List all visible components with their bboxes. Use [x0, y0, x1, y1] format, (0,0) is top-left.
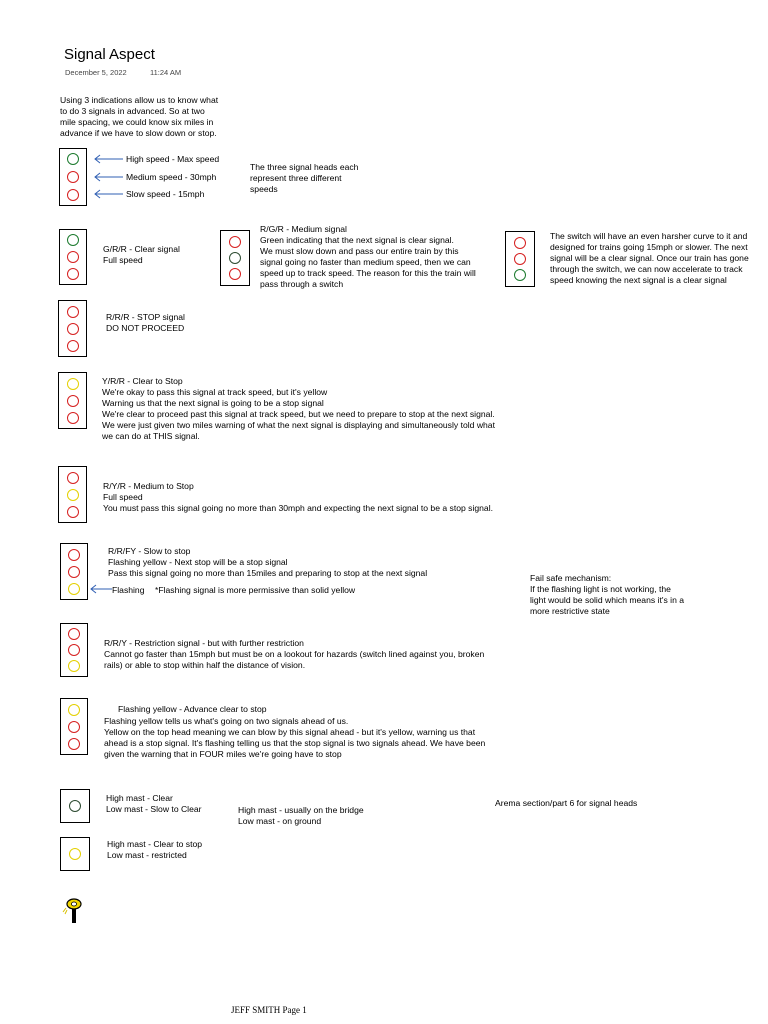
flashing-note: *Flashing signal is more permissive than solid yellow: [155, 585, 356, 595]
head-label-high: High speed - Max speed: [126, 154, 220, 164]
signal-yrr: [58, 372, 87, 429]
mast-note-text: High mast - usually on the bridge Low mast - on ground: [238, 805, 364, 826]
aspect-fy-label: Flashing yellow - Advance clear to stop: [118, 704, 267, 714]
arrow-icons: [92, 152, 124, 200]
aspect-grr-text: G/R/R - Clear signal Full speed: [103, 244, 180, 265]
signal-fy: [60, 698, 88, 755]
head-label-slow: Slow speed - 15mph: [126, 189, 205, 199]
flashing-label: Flashing: [112, 585, 145, 595]
mast-clear-text: High mast - Clear Low mast - Slow to Clear: [106, 793, 202, 814]
failsafe-note: Fail safe mechanism: If the flashing light is not working, the light would be solid which means it's in a more restrictive state: [530, 573, 685, 616]
signal-rrg: [505, 231, 535, 287]
signal-mast-clear: [60, 789, 90, 823]
page-title: Signal Aspect: [64, 46, 155, 63]
aspect-fy-text: Flashing yellow tells us what's going on two signals ahead of us. Yellow on the top head meaning we can blow by this signal ahead - but it's yellow, warning us that ahead is a stop signal. It's flashing telling us that the stop signal is two signals ahead. We have been given the warning that in FOUR miles we're going have to stop: [104, 716, 486, 759]
signal-rry: [60, 623, 88, 677]
aspect-rrfy-text: R/R/FY - Slow to stop Flashing yellow - Next stop will be a stop signal Pass this signal going no more than 15miles and preparing to stop at the next signal: [108, 546, 428, 578]
signal-rgr: [220, 230, 250, 286]
signal-mast-stop: [60, 837, 90, 871]
head-label-medium: Medium speed - 30mph: [126, 172, 217, 182]
signal-rrr: [58, 300, 87, 357]
aspect-yrr-text: Y/R/R - Clear to Stop We're okay to pass this signal at track speed, but it's yellow Warning us that the next signal is going to be a stop signal We're clear to proceed past this signal at track speed, but we need to prepare to stop at the next signal. We were just given two miles warning of what the next signal is displaying and simultaneously told what we can do at THIS signal.: [102, 376, 495, 441]
aspect-rrr-text: R/R/R - STOP signal DO NOT PROCEED: [106, 312, 185, 333]
signal-ryr: [58, 466, 87, 523]
signal-head-diagram: [59, 148, 87, 206]
page-date: December 5, 2022: [65, 68, 127, 77]
page-footer: JEFF SMITH Page 1: [231, 1005, 307, 1015]
signal-lantern-icon: [62, 895, 86, 927]
arrow-icon: [89, 584, 113, 594]
aspect-rry-text: R/R/Y - Restriction signal - but with further restriction Cannot go faster than 15mph but must be on a lookout for hazards (switch lined against you, broken rails) or able to stop within half the distance of vision.: [104, 638, 485, 670]
signal-rrfy: [60, 543, 88, 600]
mast-stop-text: High mast - Clear to stop Low mast - restricted: [107, 839, 203, 860]
aspect-rgr-text: R/G/R - Medium signal Green indicating that the next signal is clear signal. We must slow down and pass our entire train by this signal going no faster than medium speed, then we can speed up to track speed. The reason for this the train will pass through a switch: [260, 224, 476, 289]
diagram-note: The three signal heads each represent three different speeds: [250, 162, 359, 194]
aspect-rrg-text: The switch will have an even harsher curve to it and designed for trains going 15mph or slower. The next signal will be a clear signal. Once our train has gone through the switch, we can now accelerate to track speed knowing the next signal is a clear signal: [550, 231, 749, 285]
arema-reference: Arema section/part 6 for signal heads: [495, 798, 638, 808]
aspect-ryr-text: R/Y/R - Medium to Stop Full speed You must pass this signal going no more than 30mph and expecting the next signal to be a stop signal.: [103, 481, 493, 513]
page-time: 11:24 AM: [150, 68, 182, 77]
intro-text: Using 3 indications allow us to know what to do 3 signals in advanced. So at two mile spacing, we could know six miles in advance if we have to slow down or stop.: [60, 95, 219, 138]
signal-grr: [59, 229, 87, 285]
